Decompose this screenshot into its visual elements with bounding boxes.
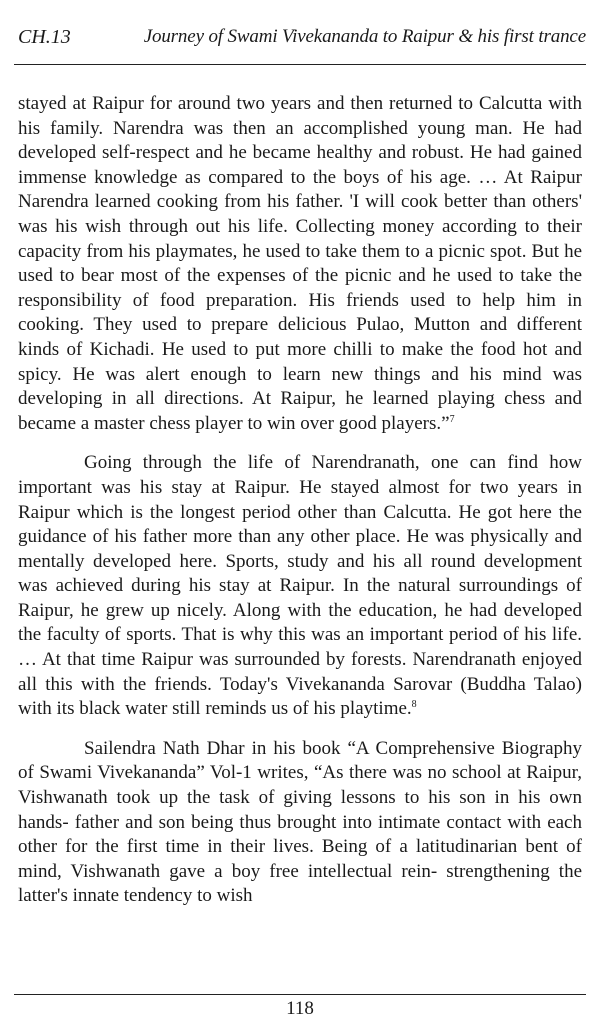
footnote-ref-8: 8 (411, 699, 417, 711)
page-number: 118 (286, 998, 314, 1019)
footer-divider (14, 994, 586, 995)
paragraph-text: Going through the life of Narendranath, one can find how important was his stay at Raipur. He stayed almost for two years in Raipur which is the longest period other than Calcutta. He got here the guidance of his father more than any other place. He was physically and mentally developed here. Sports, study and his all round development was achieved during his stay at Raipur. In the natural surroundings of Raipur, he grew up nicely. Along with the education, he had developed the faculty of sports. That is why this was an important period of his life. … At that time Raipur was surrounded by forests. Narendranath enjoyed all this with the friends. Today's Vivekananda Sarovar (Buddha Talao) with its black water still reminds us of his playtime. (18, 452, 582, 720)
footnote-ref-7: 7 (449, 413, 455, 425)
paragraph-3 (18, 737, 582, 909)
body-text (18, 92, 582, 909)
running-title: Journey of Swami Vivekananda to Raipur & his first trance (143, 26, 586, 47)
header-divider (14, 64, 586, 65)
running-header (18, 24, 586, 52)
paragraph-2 (18, 451, 582, 722)
paragraph-text: Sailendra Nath Dhar in his book “A Comprehensive Biography of Swami Vivekananda” Vol-1 writes, “As there was no school at Raipur, Vishwanath took up the task of giving lessons to his son in his own hands- father and son being thus brought into intimate contact with each other for the first time in their lives. Being of a latitudinarian bent of mind, Vishwanath gave a boy free intellectual rein- strengthening the latter's innate tendency to wish (18, 737, 582, 907)
paragraph-text: stayed at Raipur for around two years and then returned to Calcutta with his family. Narendra was then an accomplished young man. He had developed self-respect and he became healthy and robust. He had gained immense knowledge as compared to the boys of his age. … At Raipur Narendra learned cooking from his father. 'I will cook better than others' was his wish through out his life. Collecting money according to their capacity from his playmates, he used to take them to a picnic spot. But he used to bear most of the expenses of the picnic and he used to take the responsibility of food preparation. His friends used to help him in cooking. They used to prepare delicious Pulao, Mutton and different kinds of Kichadi. He used to put more chilli to make the food hot and spicy. He was alert enough to learn new things and his mind was developing in all directions. At Raipur, he learned playing chess and became a master chess player to win over good players.” (18, 93, 582, 434)
chapter-label: CH.13 (18, 26, 71, 48)
paragraph-1 (18, 92, 582, 436)
